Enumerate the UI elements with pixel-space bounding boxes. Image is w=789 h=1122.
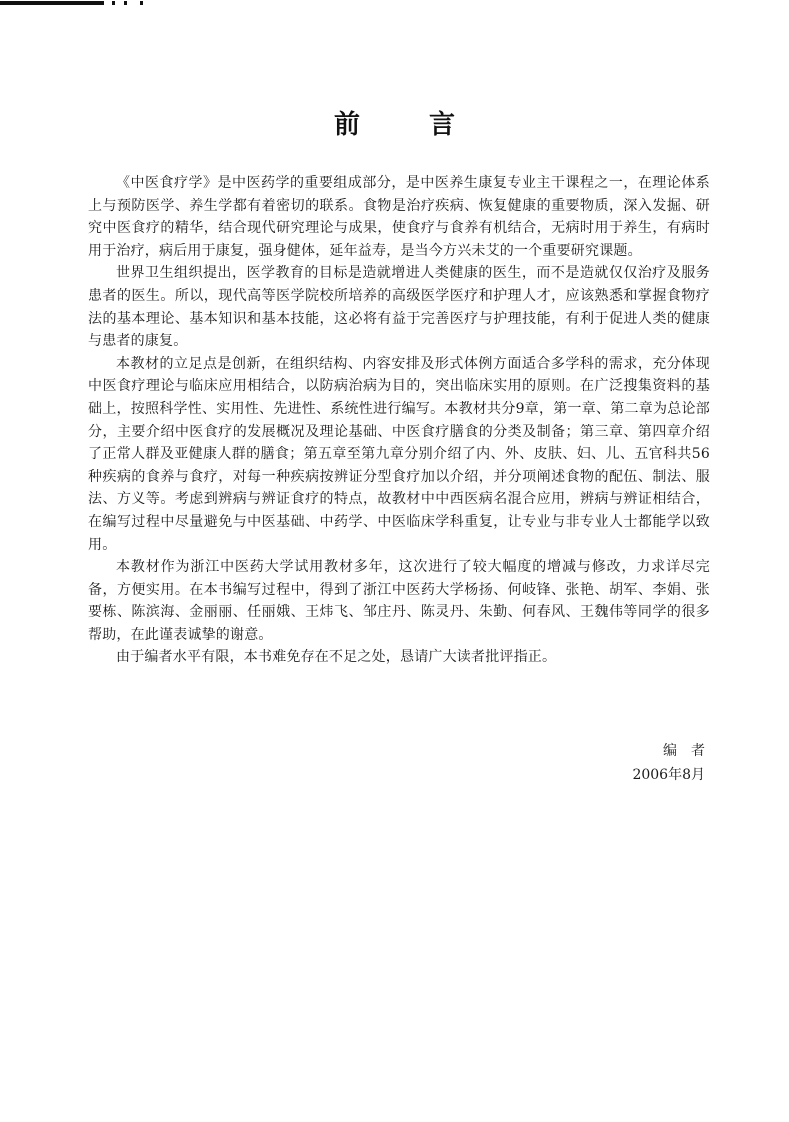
author-signature: 编者: [663, 743, 719, 759]
scan-bar: [0, 1, 104, 5]
paragraph: 世界卫生组织提出，医学教育的目标是造就增进人类健康的医生，而不是造就仅仅治疗及服务患者的医生。所以，现代高等医学院校所培养的高级医学医疗和护理人才，应该熟悉和掌握食物疗法的基本理论、基本知识和基本技能，这必将有益于完善医疗与护理技能，有利于促进人类的健康与患者的康复。: [88, 265, 710, 350]
paragraph: 由于编者水平有限，本书难免存在不足之处，恳请广大读者批评指正。: [116, 649, 557, 666]
scan-dot: [112, 1, 115, 5]
page-title: 前 言: [333, 110, 486, 140]
paragraph: 本教材作为浙江中医药大学试用教材多年，这次进行了较大幅度的增减与修改，力求详尽完备，方便实用。在本书编写过程中，得到了浙江中医药大学杨扬、何岐锋、张艳、胡军、李娟、张要栋、陈滨海、金丽丽、任丽娥、王炜飞、邹庄丹、陈灵丹、朱勤、何春风、王魏伟等同学的很多帮助，在此谨表诚挚的谢意。: [88, 559, 710, 643]
preface-body: [88, 172, 710, 669]
scan-edge-mark: [0, 0, 150, 8]
date-signature: 2006年8月: [632, 767, 705, 783]
paragraph: 《中医食疗学》是中医药学的重要组成部分，是中医养生康复专业主干课程之一，在理论体系上与预防医学、养生学都有着密切的联系。食物是治疗疾病、恢复健康的重要物质，深入发掘、研究中医食疗的精华，结合现代研究理论与成果，使食疗与食养有机结合，无病时用于养生，有病时用于治疗，病后用于康复，强身健体，延年益寿，是当今方兴未艾的一个重要研究课题。: [88, 175, 710, 259]
signature-block: [632, 739, 719, 787]
paragraph: 本教材的立足点是创新，在组织结构、内容安排及形式体例方面适合多学科的需求，充分体现中医食疗理论与临床应用相结合，以防病治病为目的，突出临床实用的原则。在广泛搜集资料的基础上，按照科学性、实用性、先进性、系统性进行编写。本教材共分9章，第一章、第二章为总论部分，主要介绍中医食疗的发展概况及理论基础、中医食疗膳食的分类及制备；第三章、第四章介绍了正常人群及亚健康人群的膳食；第五章至第九章分别介绍了内、外、皮肤、妇、儿、五官科共56种疾病的食养与食疗，对每一种疾病按辨证分型食疗加以介绍，并分项阐述食物的配伍、制法、服法、方义等。考虑到辨病与辨证食疗的特点，故教材中中西医病名混合应用，辨病与辨证相结合，在编写过程中尽量避免与中医基础、中药学、中医临床学科重复，让专业与非专业人士都能学以致用。: [88, 355, 710, 553]
scan-dot: [140, 1, 143, 5]
scan-dot: [124, 1, 127, 5]
